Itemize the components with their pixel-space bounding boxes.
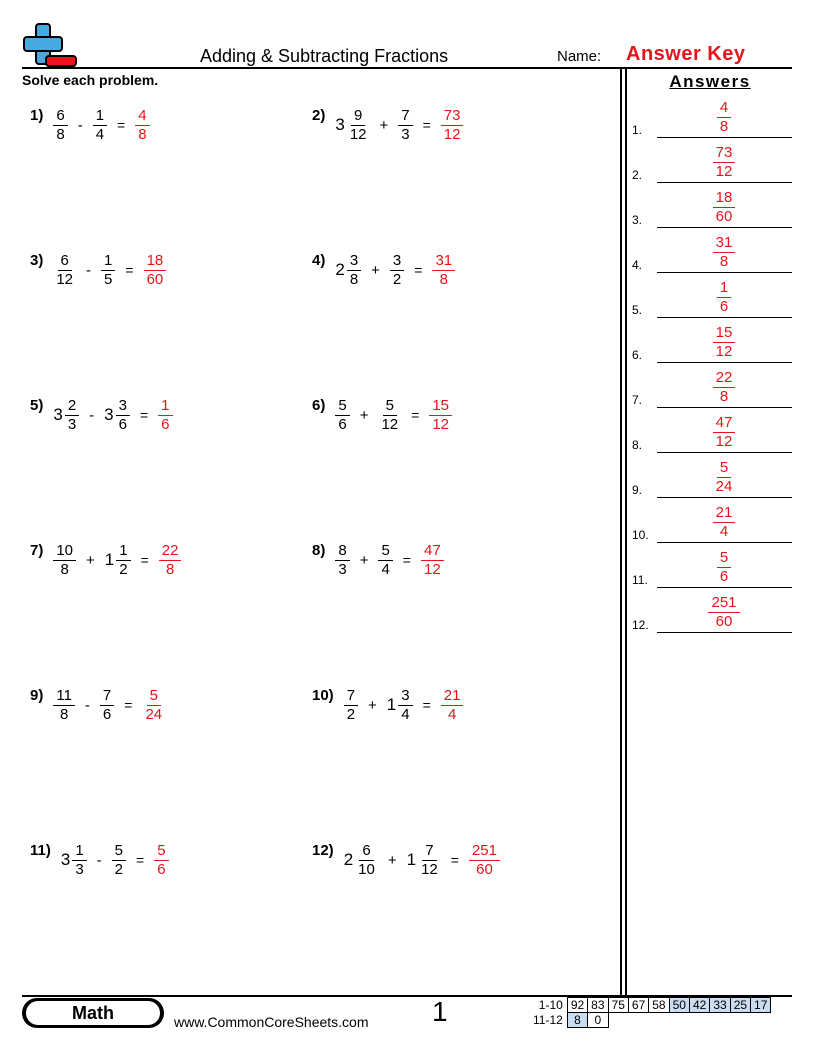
- fraction: [53, 107, 67, 144]
- answer-fraction: [709, 414, 739, 451]
- score-range-label: 1-10: [538, 998, 563, 1012]
- denominator: 60: [476, 860, 493, 878]
- instructions: Solve each problem.: [22, 72, 159, 88]
- fraction: [355, 842, 378, 879]
- numerator: 7: [100, 687, 114, 706]
- mixed-number: [335, 542, 349, 579]
- operator: -: [84, 696, 90, 714]
- numerator: 31: [432, 252, 455, 271]
- answer-fraction: [709, 279, 739, 316]
- numerator: 22: [159, 542, 182, 561]
- answer-fraction: [709, 594, 739, 631]
- answer-index: 3.: [632, 213, 643, 227]
- numerator: 10: [53, 542, 76, 561]
- answer-row: [632, 275, 792, 320]
- denominator: 8: [59, 705, 69, 723]
- denominator: 6: [719, 298, 729, 315]
- denominator: 6: [719, 568, 729, 585]
- denominator: 8: [719, 253, 729, 270]
- page-number: 1: [432, 996, 448, 1027]
- fraction: [378, 397, 401, 434]
- equals-sign: =: [139, 407, 149, 423]
- denominator: 2: [392, 270, 402, 288]
- answer-fraction: [142, 687, 165, 724]
- denominator: 6: [102, 705, 112, 723]
- numerator: 7: [398, 107, 412, 126]
- numerator: 1: [116, 542, 130, 561]
- denominator: 3: [67, 415, 77, 433]
- whole-number: 1: [104, 550, 115, 569]
- answer-index: 1.: [632, 123, 643, 137]
- answer-line: [657, 542, 792, 543]
- answer-key-label: Answer Key: [626, 43, 746, 65]
- problem-number: 5): [30, 396, 44, 414]
- numerator: 15: [713, 324, 736, 343]
- problem-number: 12): [312, 841, 334, 859]
- numerator: 5: [717, 549, 731, 568]
- numerator: 18: [144, 252, 167, 271]
- answer-line: [657, 272, 792, 273]
- answers-heading: Answers: [669, 72, 751, 91]
- problem-number: 9): [30, 686, 44, 704]
- numerator: 5: [717, 459, 731, 478]
- fraction: [347, 252, 361, 289]
- whole-number: 3: [335, 115, 345, 134]
- numerator: 1: [72, 842, 86, 861]
- answer-fraction: [709, 189, 739, 226]
- fraction: [116, 542, 130, 579]
- score-cell: 75: [608, 998, 628, 1013]
- problem-item: [312, 240, 455, 300]
- numerator: 1: [101, 252, 115, 271]
- problem-number: 4): [312, 251, 326, 269]
- numerator: 2: [65, 397, 79, 416]
- answer-fraction: [709, 504, 739, 541]
- answer-index: 4.: [632, 258, 643, 272]
- answer-row: [632, 545, 792, 590]
- score-cell: 50: [669, 998, 689, 1013]
- problem-item: [312, 530, 444, 590]
- operator: +: [359, 406, 369, 424]
- answer-fraction: [144, 252, 167, 289]
- numerator: 4: [717, 99, 731, 118]
- problem-item: [312, 95, 463, 155]
- denominator: 8: [349, 270, 359, 288]
- score-cell: 58: [649, 998, 669, 1013]
- denominator: 6: [118, 415, 127, 433]
- mixed-number: [398, 107, 412, 144]
- whole-number: 1: [386, 695, 397, 714]
- denominator: 6: [157, 860, 166, 878]
- numerator: 5: [335, 397, 349, 416]
- website-link[interactable]: www.CommonCoreSheets.com: [174, 1014, 369, 1030]
- problem-number: 6): [312, 396, 326, 414]
- problem-item: [30, 830, 169, 890]
- score-row: [530, 1013, 771, 1028]
- answer-fraction: [709, 234, 739, 271]
- numerator: 31: [713, 234, 736, 253]
- numerator: 5: [147, 687, 161, 706]
- numerator: 15: [429, 397, 452, 416]
- answer-row: [632, 140, 792, 185]
- denominator: 4: [381, 560, 390, 578]
- fraction: [100, 687, 114, 724]
- score-cell: 92: [567, 998, 587, 1013]
- fraction: [53, 542, 76, 579]
- problem-item: [30, 675, 165, 735]
- denominator: 8: [439, 270, 448, 288]
- answer-index: 8.: [632, 438, 643, 452]
- mixed-number: [335, 107, 369, 144]
- whole-number: 2: [335, 260, 345, 279]
- answer-row: [632, 185, 792, 230]
- mixed-number: [100, 687, 114, 724]
- equals-sign: =: [125, 262, 134, 278]
- mixed-number: [335, 252, 361, 289]
- numerator: 3: [116, 397, 130, 416]
- fraction: [65, 397, 79, 434]
- numerator: 11: [53, 687, 75, 706]
- answer-index: 10.: [632, 528, 649, 542]
- answer-fraction: [709, 549, 739, 586]
- problem-number: 1): [30, 106, 44, 124]
- fraction: [347, 107, 370, 144]
- mixed-number: [105, 542, 131, 579]
- denominator: 2: [346, 705, 356, 723]
- answer-fraction: [429, 397, 452, 434]
- denominator: 6: [338, 415, 347, 433]
- problem-number: 8): [312, 541, 326, 559]
- denominator: 60: [715, 208, 733, 225]
- equals-sign: =: [422, 697, 431, 713]
- equals-sign: =: [136, 852, 145, 868]
- column-divider: [625, 67, 627, 995]
- operator: -: [96, 851, 102, 869]
- answer-line: [657, 632, 792, 633]
- answer-index: 7.: [632, 393, 643, 407]
- whole-number: 1: [406, 850, 417, 869]
- denominator: 8: [719, 388, 729, 405]
- numerator: 21: [713, 504, 736, 523]
- answer-index: 11.: [632, 573, 648, 587]
- numerator: 251: [469, 842, 500, 861]
- numerator: 3: [347, 252, 361, 271]
- equals-sign: =: [140, 552, 149, 568]
- numerator: 5: [112, 842, 126, 861]
- answer-row: [632, 365, 792, 410]
- numerator: 8: [335, 542, 349, 561]
- fraction: [53, 252, 76, 289]
- denominator: 8: [138, 125, 147, 143]
- numerator: 5: [383, 397, 397, 416]
- denominator: 60: [715, 613, 733, 630]
- problem-item: [30, 95, 150, 155]
- numerator: 7: [422, 842, 436, 861]
- answer-row: [632, 455, 792, 500]
- answer-fraction: [709, 459, 739, 496]
- fraction: [398, 687, 412, 724]
- mixed-number: [53, 397, 79, 434]
- denominator: 60: [146, 270, 164, 288]
- denominator: 12: [56, 270, 74, 288]
- denominator: 12: [381, 415, 399, 433]
- answer-fraction: [441, 687, 464, 724]
- numerator: 5: [154, 842, 168, 861]
- numerator: 7: [344, 687, 358, 706]
- answer-line: [657, 317, 792, 318]
- denominator: 8: [719, 118, 729, 135]
- name-label: Name:: [557, 48, 602, 65]
- numerator: 1: [158, 397, 172, 416]
- operator: +: [86, 551, 95, 569]
- numerator: 3: [390, 252, 404, 271]
- denominator: 5: [104, 270, 113, 288]
- denominator: 12: [715, 433, 733, 450]
- score-cell: 0: [588, 1013, 608, 1028]
- mixed-number: [93, 107, 107, 144]
- score-cell: 42: [689, 998, 709, 1013]
- mixed-number: [378, 542, 392, 579]
- denominator: 12: [715, 163, 733, 180]
- whole-number: 3: [104, 405, 114, 424]
- denominator: 3: [75, 860, 84, 878]
- fraction: [335, 542, 349, 579]
- score-cell: 83: [588, 998, 608, 1013]
- problem-number: 7): [30, 541, 44, 559]
- answer-line: [657, 137, 792, 138]
- fraction: [53, 687, 75, 724]
- equals-sign: =: [414, 262, 423, 278]
- equals-sign: =: [422, 117, 431, 133]
- answer-line: [657, 452, 792, 453]
- fraction: [418, 842, 441, 879]
- answer-fraction: [158, 397, 172, 434]
- problem-item: [30, 530, 181, 590]
- operator: +: [387, 851, 397, 869]
- problem-number: 3): [30, 251, 44, 269]
- numerator: 4: [135, 107, 149, 126]
- operator: -: [89, 406, 95, 424]
- subject-label: Math: [26, 1001, 160, 1025]
- numerator: 1: [717, 279, 731, 298]
- denominator: 4: [447, 705, 457, 723]
- denominator: 12: [432, 415, 450, 433]
- equals-sign: =: [450, 852, 459, 868]
- numerator: 5: [378, 542, 392, 561]
- mixed-number: [112, 842, 126, 879]
- score-cell: 25: [730, 998, 750, 1013]
- operator: +: [368, 696, 377, 714]
- equals-sign: =: [411, 407, 420, 423]
- numerator: 18: [713, 189, 736, 208]
- denominator: 4: [401, 705, 410, 723]
- denominator: 3: [401, 125, 410, 143]
- answer-row: [632, 95, 792, 140]
- fraction: [335, 397, 349, 434]
- answer-line: [657, 587, 792, 588]
- plus-minus-logo-icon: [22, 22, 78, 68]
- mixed-number: [104, 397, 130, 434]
- numerator: 9: [351, 107, 365, 126]
- denominator: 24: [145, 705, 163, 723]
- denominator: 2: [119, 560, 128, 578]
- numerator: 251: [708, 594, 739, 613]
- whole-number: 3: [60, 850, 71, 869]
- denominator: 4: [95, 125, 105, 143]
- mixed-number: [378, 397, 401, 434]
- answer-fraction: [709, 324, 739, 361]
- answer-fraction: [709, 144, 739, 181]
- fraction: [378, 542, 392, 579]
- answer-line: [657, 227, 792, 228]
- mixed-number: [53, 107, 67, 144]
- numerator: 73: [713, 144, 736, 163]
- mixed-number: [61, 842, 87, 879]
- numerator: 6: [359, 842, 373, 861]
- answer-index: 9.: [632, 483, 643, 497]
- fraction: [398, 107, 412, 144]
- fraction: [93, 107, 107, 144]
- fraction: [390, 252, 404, 289]
- answer-fraction: [159, 542, 182, 579]
- denominator: 8: [56, 125, 65, 143]
- mixed-number: [344, 842, 378, 879]
- answer-row: [632, 410, 792, 455]
- numerator: 3: [398, 687, 412, 706]
- problem-item: [30, 385, 173, 445]
- numerator: 47: [421, 542, 444, 561]
- answer-index: 6.: [632, 348, 643, 362]
- score-table: [530, 997, 771, 1028]
- denominator: 3: [338, 560, 347, 578]
- answer-line: [657, 497, 792, 498]
- score-row: [530, 998, 771, 1013]
- numerator: 1: [93, 107, 107, 126]
- answer-fraction: [709, 99, 739, 136]
- equals-sign: =: [402, 552, 411, 568]
- answer-row: [632, 590, 792, 635]
- numerator: 73: [441, 107, 464, 126]
- numerator: 47: [713, 414, 736, 433]
- problem-number: 11): [30, 841, 51, 859]
- denominator: 10: [358, 860, 375, 878]
- answer-line: [657, 407, 792, 408]
- problem-item: [30, 240, 166, 300]
- problem-item: [312, 830, 500, 890]
- operator: +: [371, 261, 380, 279]
- mixed-number: [344, 687, 358, 724]
- answer-line: [657, 362, 792, 363]
- numerator: 22: [713, 369, 736, 388]
- mixed-number: [387, 687, 413, 724]
- answer-fraction: [432, 252, 455, 289]
- operator: +: [359, 551, 369, 569]
- score-range-label: 11-12: [533, 1013, 563, 1027]
- operator: -: [77, 116, 83, 134]
- score-cell: 8: [567, 1013, 587, 1028]
- numerator: 6: [58, 252, 72, 271]
- equals-sign: =: [117, 117, 126, 133]
- mixed-number: [390, 252, 404, 289]
- problem-number: 2): [312, 106, 326, 124]
- numerator: 21: [441, 687, 464, 706]
- denominator: 12: [443, 125, 461, 143]
- mixed-number: [407, 842, 441, 879]
- problem-item: [312, 675, 463, 735]
- denominator: 12: [349, 125, 367, 143]
- whole-number: 2: [343, 850, 354, 869]
- answer-fraction: [469, 842, 500, 879]
- worksheet-title: Adding & Subtracting Fractions: [200, 46, 449, 66]
- column-divider: [620, 67, 622, 995]
- whole-number: 3: [53, 405, 63, 424]
- mixed-number: [335, 397, 349, 434]
- score-cell: 17: [751, 998, 771, 1013]
- denominator: 12: [423, 560, 441, 578]
- numerator: 6: [53, 107, 67, 126]
- mixed-number: [53, 687, 75, 724]
- operator: -: [86, 261, 92, 279]
- fraction: [344, 687, 358, 724]
- answer-row: [632, 320, 792, 365]
- denominator: 2: [114, 860, 124, 878]
- equals-sign: =: [124, 697, 133, 713]
- problem-number: 10): [312, 686, 334, 704]
- mixed-number: [53, 542, 76, 579]
- denominator: 24: [715, 478, 733, 495]
- answer-row: [632, 230, 792, 275]
- denominator: 12: [715, 343, 733, 360]
- answer-index: 12.: [632, 618, 649, 632]
- fraction: [112, 842, 126, 879]
- answer-row: [632, 500, 792, 545]
- denominator: 12: [421, 860, 438, 878]
- answer-index: 2.: [632, 168, 643, 182]
- denominator: 8: [165, 560, 175, 578]
- answer-fraction: [421, 542, 444, 579]
- denominator: 8: [60, 560, 69, 578]
- score-cell: 67: [628, 998, 648, 1013]
- answer-fraction: [441, 107, 464, 144]
- mixed-number: [53, 252, 76, 289]
- answer-line: [657, 182, 792, 183]
- answer-fraction: [709, 369, 739, 406]
- score-cell: 33: [710, 998, 730, 1013]
- header-divider: [22, 67, 792, 69]
- operator: +: [379, 116, 389, 134]
- denominator: 4: [719, 523, 729, 540]
- answer-fraction: [135, 107, 149, 144]
- answer-fraction: [154, 842, 168, 879]
- fraction: [116, 397, 130, 434]
- mixed-number: [101, 252, 115, 289]
- denominator: 6: [161, 415, 170, 433]
- fraction: [72, 842, 86, 879]
- answer-index: 5.: [632, 303, 643, 317]
- problem-item: [312, 385, 452, 445]
- fraction: [101, 252, 115, 289]
